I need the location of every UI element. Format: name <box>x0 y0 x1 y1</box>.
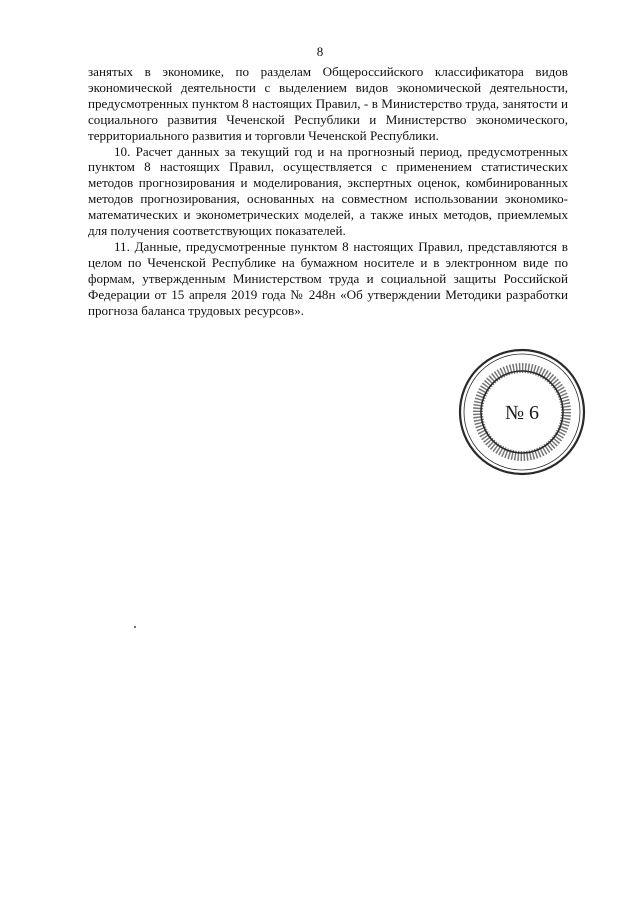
official-stamp <box>456 346 588 478</box>
page-number: 8 <box>316 44 324 59</box>
paragraph-continuation: занятых в экономике, по разделам Общероссийского классификатора видов экономической деятельности с выделением видов экономической деятельности, предусмотренных пунктом 8 настоящих Правил, - в Министерство труда, занятости и социального развития Чеченской Республики и Министерство экономического, территориального развития и торговли Чеченской Республики. <box>88 64 568 143</box>
document-body <box>88 64 568 319</box>
paragraph-11: 11. Данные, предусмотренные пунктом 8 настоящих Правил, представляются в целом по Чеченской Республике на бумажном носителе и в электронном виде по формам, утвержденным Министерством труда и социальной защиты Российской Федерации от 15 апреля 2019 года № 248н «Об утверждении Методики разработки прогноза баланса трудовых ресурсов». <box>88 238 568 318</box>
stamp-label: № 6 <box>504 402 540 424</box>
stray-mark <box>134 626 136 628</box>
paragraph-10: 10. Расчет данных за текущий год и на прогнозный период, предусмотренных пунктом 8 настоящих Правил, осуществляется с применением статистических методов прогнозирования и моделирования, экспертных оценок, комбинированных методов прогнозирования, основанных на совместном использовании экономико-математических и эконометрических моделей, а также иных методов, приемлемых для получения соответствующих показателей. <box>88 143 568 239</box>
